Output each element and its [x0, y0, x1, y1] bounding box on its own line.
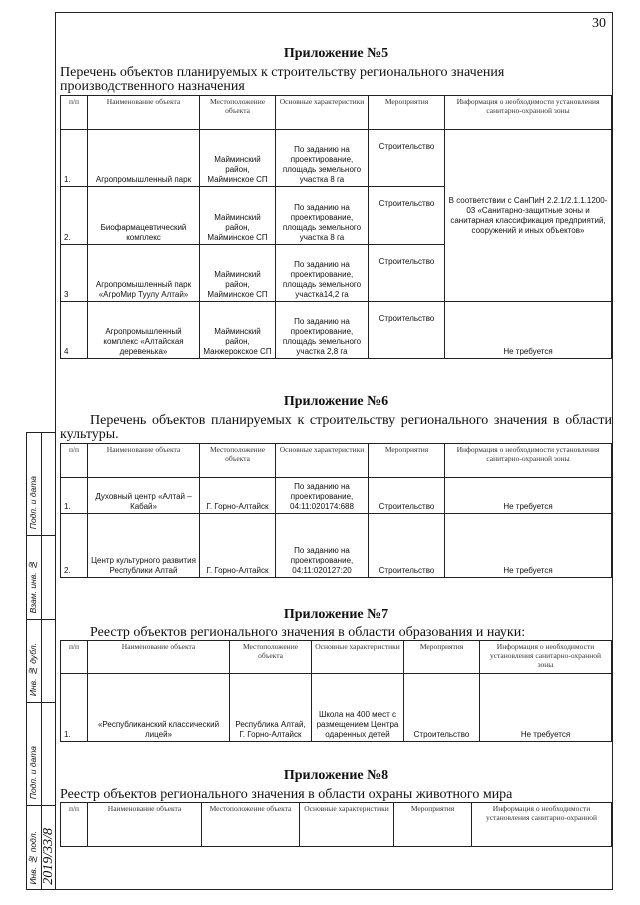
object-action: Строительство [369, 478, 445, 514]
sanitary-zone-info: Не требуется [480, 674, 612, 742]
appendix-title: Приложение №8 [283, 768, 389, 783]
appendix-7 [60, 607, 612, 742]
col-header-num: п/п [61, 803, 88, 847]
appendix-description: Реестр объектов регионального значения в области образования и науки: [90, 625, 526, 640]
appendix-8 [60, 768, 612, 847]
object-location: Майминский район, Майминское СП [200, 130, 276, 187]
object-action: Строительство [369, 302, 445, 359]
page-number: 30 [592, 16, 606, 31]
table-row [61, 302, 612, 359]
row-number: 2. [61, 187, 88, 245]
stamp-replace-inv: Взам. инв. № [28, 559, 38, 613]
stamp-label-column [27, 433, 42, 889]
col-header-actions: Мероприятия [369, 96, 445, 130]
stamp-orig-inv: Инв. № подл. [28, 831, 38, 885]
object-name: Духовный центр «Алтай –Кабай» [88, 478, 200, 514]
col-header-location: Местоположение объекта [202, 803, 300, 847]
col-header-characteristics: Основные характеристики [276, 96, 369, 130]
education-objects-table [60, 640, 612, 742]
sanitary-zone-info: Не требуется [445, 514, 612, 578]
col-header-sanitary-zone: Информация о необходимости установления санитарно-охранной зоны [445, 444, 612, 478]
object-name: Биофармацевтический комплекс [88, 187, 200, 245]
appendix-5 [60, 46, 612, 359]
col-header-num: п/п [61, 96, 88, 130]
object-location: Майминский район, Майминское СП [200, 187, 276, 245]
row-number: 1. [61, 674, 88, 742]
object-characteristics: По заданию на проектирование, 04:11:020174:688 [276, 478, 369, 514]
stamp-sign-date-1: Подп. и дата [28, 475, 38, 529]
row-number: 2. [61, 514, 88, 578]
row-number: 4 [61, 302, 88, 359]
table-row [61, 674, 612, 742]
col-header-location: Местоположение объекта [200, 96, 276, 130]
object-characteristics: Школа на 400 мест с размещением Центра одаренных детей [312, 674, 404, 742]
col-header-actions: Мероприятия [369, 444, 445, 478]
col-header-actions: Мероприятия [394, 803, 472, 847]
col-header-sanitary-zone: Информация о необходимости установления санитарно-охранной зоны [445, 96, 612, 130]
row-number: 1. [61, 130, 88, 187]
production-objects-table [60, 95, 612, 359]
appendix-description: Перечень объектов планируемых к строительству регионального значения производственного назначения [60, 65, 505, 94]
object-name: Агропромышленный парк [88, 130, 200, 187]
object-location: Г. Горно-Алтайск [200, 514, 276, 578]
row-number: 3 [61, 245, 88, 302]
col-header-characteristics: Основные характеристики [300, 803, 394, 847]
col-header-sanitary-zone: Информация о необходимости установления санитарно-охранной зоны [480, 641, 612, 674]
wildlife-objects-table [60, 802, 612, 847]
appendix-title: Приложение №5 [283, 46, 389, 61]
object-name: «Республиканский классический лицей» [88, 674, 230, 742]
culture-objects-table [60, 443, 612, 578]
stamp-value-column [41, 433, 55, 889]
col-header-num: п/п [61, 641, 88, 674]
object-name: Агропромышленный комплекс «Алтайская деревенька» [88, 302, 200, 359]
table-row [61, 514, 612, 578]
stamp-dup-inv: Инв. № дубл. [28, 642, 38, 696]
stamp-inv-number: 2019/33/8 [41, 828, 56, 885]
object-action: Строительство [369, 187, 445, 245]
object-action: Строительство [404, 674, 480, 742]
sanitary-zone-info: Не требуется [445, 478, 612, 514]
object-characteristics: По заданию на проектирование, 04:11:020127:20 [276, 514, 369, 578]
appendix-title: Приложение №6 [283, 394, 389, 409]
object-characteristics: По заданию на проектирование, площадь земельного участка 8 га [276, 130, 369, 187]
object-location: Республика Алтай, Г. Горно-Алтайск [230, 674, 312, 742]
col-header-name: Наименование объекта [88, 803, 202, 847]
col-header-characteristics: Основные характеристики [276, 444, 369, 478]
object-characteristics: По заданию на проектирование, площадь земельного участка 2,8 га [276, 302, 369, 359]
binding-stamp [26, 432, 55, 890]
object-name: Центр культурного развития Республики Алтай [88, 514, 200, 578]
object-location: Г. Горно-Алтайск [200, 478, 276, 514]
col-header-location: Местоположение объекта [200, 444, 276, 478]
appendix-6 [60, 394, 612, 578]
appendix-description: Реестр объектов регионального значения в области охраны животного мира [60, 787, 513, 802]
sanitary-zone-info: В соответствии с СанПиН 2.2.1/2.1.1.1200-03 «Санитарно-защитные зоны и санитарная классификация предприятий, сооружений и иных объектов» [445, 130, 612, 302]
col-header-characteristics: Основные характеристики [312, 641, 404, 674]
object-action: Строительство [369, 514, 445, 578]
object-location: Майминский район, Майминское СП [200, 245, 276, 302]
col-header-name: Наименование объекта [88, 444, 200, 478]
col-header-location: Местоположение объекта [230, 641, 312, 674]
stamp-sign-date-2: Подп. и дата [28, 745, 38, 799]
appendix-title: Приложение №7 [283, 607, 389, 622]
object-characteristics: По заданию на проектирование, площадь земельного участка14,2 га [276, 245, 369, 302]
col-header-actions: Мероприятия [404, 641, 480, 674]
object-action: Строительство [369, 130, 445, 187]
col-header-name: Наименование объекта [88, 96, 200, 130]
appendix-description: Перечень объектов планируемых к строительству регионального значения в области культуры. [60, 413, 612, 442]
col-header-sanitary-zone: Информация о необходимости установления санитарно-охранной [472, 803, 612, 847]
row-number: 1. [61, 478, 88, 514]
object-characteristics: По заданию на проектирование, площадь земельного участка 8 га [276, 187, 369, 245]
object-action: Строительство [369, 245, 445, 302]
table-row [61, 130, 612, 187]
object-location: Майминский район, Манжерокское СП [200, 302, 276, 359]
object-name: Агропромышленный парк «АгроМир Туулу Алтай» [88, 245, 200, 302]
col-header-num: п/п [61, 444, 88, 478]
table-row [61, 478, 612, 514]
col-header-name: Наименование объекта [88, 641, 230, 674]
sanitary-zone-info: Не требуется [445, 302, 612, 359]
